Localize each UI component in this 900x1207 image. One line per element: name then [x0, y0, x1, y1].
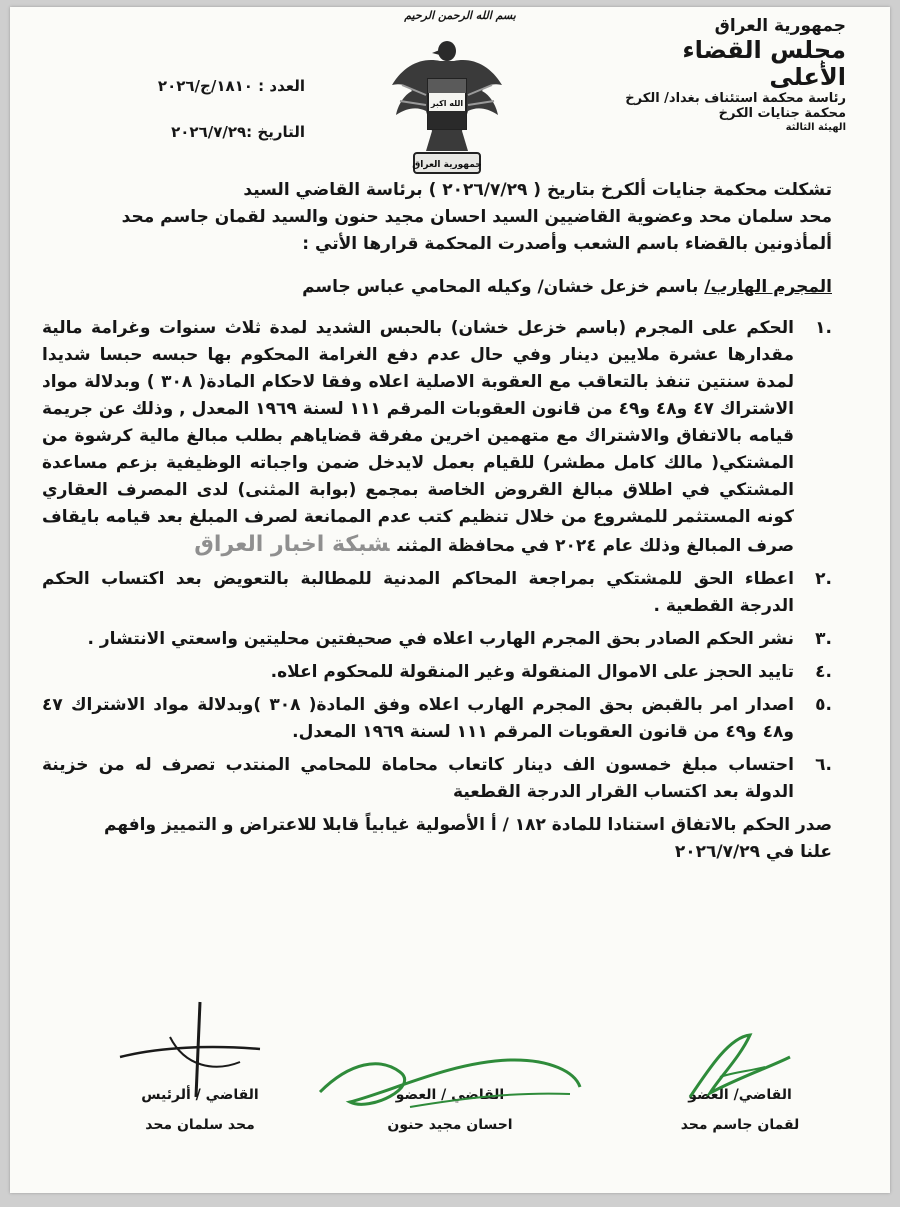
- item-text: نشر الحكم الصادر بحق المجرم الهارب اعلاه في صحيفتين محليتين واسعتي الانتشار .: [87, 629, 794, 649]
- signature-name: لقمان جاسم محد: [680, 1117, 800, 1133]
- item-number: .٦: [815, 755, 832, 775]
- signature-name: احسان مجيد حنون: [387, 1117, 513, 1133]
- document-date: التاريخ :٢٠٢٦/٧/٢٩: [171, 123, 305, 141]
- item-number: .٣: [815, 629, 832, 649]
- signature-scribble: [680, 1027, 800, 1107]
- iraq-eagle-emblem: [382, 35, 512, 183]
- emblem-banner-label: جمهورية العراق: [412, 160, 482, 170]
- ruling-item: [42, 626, 832, 653]
- accused-label: المجرم الهارب/: [704, 277, 832, 297]
- ruling-item: [42, 752, 832, 806]
- signature-role: القاضي/ العضو: [688, 1087, 792, 1103]
- council-name: مجلس القضاء الأعلى: [682, 35, 846, 92]
- basmala: بسم الله الرحمن الرحيم: [404, 9, 516, 22]
- document-page: [10, 7, 890, 1193]
- intro-paragraph: [42, 177, 832, 258]
- item-number: .٥: [815, 695, 832, 715]
- item-text: تاييد الحجز على الاموال المنقولة وغير المنقولة للمحكوم اعلاه.: [270, 662, 794, 682]
- signature-member-right: [640, 1087, 840, 1133]
- ruling-item: [42, 315, 832, 560]
- verdict-line: صدر الحكم بالاتفاق استنادا للمادة ١٨٢ / أ الأصولية غيابياً قابلا للاعتراض و التمييز وافهم: [103, 815, 832, 835]
- signature-role: القاضي / العضو: [395, 1087, 505, 1103]
- document-number: العدد : ١٨١٠/ج/٢٠٢٦: [157, 77, 305, 95]
- item-text: اعطاء الحق للمشتكي بمراجعة المحاكم المدنية للمطالبة بالتعويض بعد اكتساب الحكم الدرجة القطعية .: [42, 569, 794, 616]
- signature-member-middle: [350, 1087, 550, 1133]
- emblem-top-label: الله اكبر: [430, 99, 464, 108]
- item-number: .٤: [815, 662, 832, 682]
- accused-details: باسم خزعل خشان/ وكيله المحامي عباس جاسم: [302, 277, 705, 297]
- ruling-item: [42, 659, 832, 686]
- watermark: شبكة اخبار العراق: [194, 532, 390, 557]
- institution-header: [616, 17, 846, 133]
- intro-line: تشكلت محكمة جنايات ألكرخ بتاريخ ( ٢٠٢٦/٧/٢٩ ) برئاسة القاضي السيد: [243, 180, 832, 200]
- accused-line: [42, 274, 832, 301]
- presidency-name: رئاسة محكمة استئناف بغداد/ الكرخ: [625, 90, 846, 106]
- item-number: .٢: [815, 569, 832, 589]
- signature-role: القاضي / ألرئيس: [141, 1087, 259, 1103]
- signature-scribble: [310, 1032, 590, 1122]
- decision-body: [42, 177, 832, 866]
- ruling-item: [42, 566, 832, 620]
- ruling-items: [42, 315, 832, 806]
- country-name: جمهورية العراق: [714, 16, 846, 36]
- item-text: الحكم على المجرم (باسم خزعل خشان) بالحبس الشديد لمدة ثلاث سنوات وغرامة مالية مقدارها عشرة ملايين دينار وفي حال عدم دفع الغرامة المحكوم بها حبسه حبسا شديدا لمدة سنتين تنفذ بالتعاقب مع العقوبة الاصلية اعلاه وفقا لاحكام المادة( ٣٠٨ ) وبدلالة مواد الاشتراك ٤٧ و٤٨ و٤٩ من قانون العقوبات المرقم ١١١ لسنة ١٩٦٩ المعدل , وذلك عن جريمة قيامه بالاتفاق والاشتراك مع متهمين اخرين مفرقة قضاياهم بطلب مبالغ مالية كرشوة من المشتكي( مالك كامل مطشر) للقيام بعمل لايدخل ضمن واجباته الوظيفية بزعم مساعدة المشتكي في اطلاق مبالغ القروض الخاصة بمجمع (بوابة المثنى) لدى المصرف العقاري كونه المستثمر للمشروع من خلال تنظيم كتب عدم الممانعة لصرف المبلغ بعد قيامه بايقاف صرف المبالغ وذلك عام ٢٠٢٤ في محافظة المثنى: [42, 318, 794, 556]
- signature-name: محد سلمان محد: [145, 1117, 255, 1133]
- intro-line: ألمأذونين بالقضاء باسم الشعب وأصدرت المحكمة قرارها الأتي :: [302, 234, 832, 254]
- item-number: .١: [815, 318, 832, 338]
- intro-line: محد سلمان محد وعضوية القاضيين السيد احسان مجيد حنون والسيد لقمان جاسم محد: [121, 207, 832, 227]
- item-text: احتساب مبلغ خمسون الف دينار كاتعاب محاماة للمحامي المنتدب تصرف له من خزينة الدولة بعد اكتساب القرار الدرجة القطعية: [42, 755, 794, 802]
- reference-block: [105, 77, 305, 169]
- ruling-item: [42, 692, 832, 746]
- signature-president: [100, 1087, 300, 1133]
- signature-scribble: [100, 997, 300, 1107]
- panel-name: الهيئة الثالثة: [785, 121, 846, 133]
- verdict-date-line: علنا في ٢٠٢٦/٧/٢٩: [674, 842, 832, 862]
- item-text: اصدار امر بالقبض بحق المجرم الهارب اعلاه وفق المادة( ٣٠٨ )وبدلالة مواد الاشتراك ٤٧ و٤٨ و٤٩ من قانون العقوبات المرقم ١١١ لسنة ١٩٦٩ المعدل.: [42, 695, 794, 742]
- court-name: محكمة جنايات الكرخ: [718, 105, 846, 121]
